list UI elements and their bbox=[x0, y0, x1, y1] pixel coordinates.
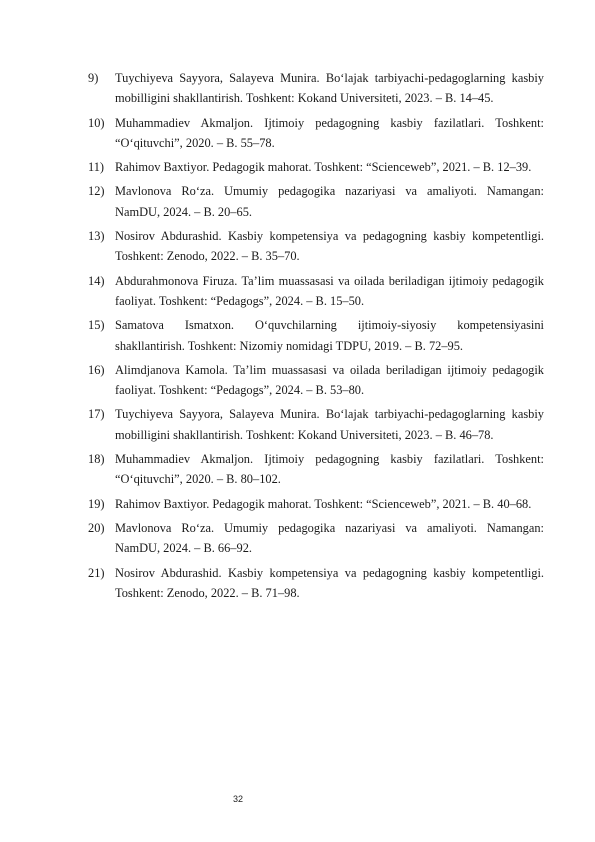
reference-text: Muhammadiev Akmaljon. Ijtimoiy pedagogning kasbiy fazilatlari. Toshkent: “O‘qituvchi”, 2020. – B. 55–78. bbox=[115, 115, 544, 150]
reference-item bbox=[88, 181, 544, 222]
reference-item bbox=[88, 68, 544, 109]
reference-number: 20) bbox=[88, 520, 105, 535]
reference-number: 11) bbox=[88, 160, 105, 175]
reference-text: Rahimov Baxtiyor. Pedagogik mahorat. Toshkent: “Scienceweb”, 2021. – B. 40–68. bbox=[115, 496, 532, 511]
reference-number: 21) bbox=[88, 565, 105, 580]
reference-number: 9) bbox=[88, 71, 99, 85]
reference-number: 16) bbox=[88, 362, 105, 377]
reference-item bbox=[88, 315, 544, 356]
reference-text: Samatova Ismatxon. O‘quvchilarning ijtimoiy-siyosiy kompetensiyasini shakllantirish. Toshkent: Nizomiy nomidagi TDPU, 2019. – B. 72–95. bbox=[115, 318, 544, 353]
reference-item bbox=[88, 113, 544, 154]
reference-item bbox=[88, 404, 544, 445]
reference-item bbox=[88, 226, 544, 267]
reference-number: 19) bbox=[88, 496, 105, 511]
reference-item bbox=[88, 157, 544, 177]
reference-list bbox=[88, 68, 544, 607]
reference-number: 15) bbox=[88, 318, 105, 333]
reference-number: 13) bbox=[88, 229, 105, 244]
reference-text: Tuychiyeva Sayyora, Salayeva Munira. Bo‘lajak tarbiyachi-pedagoglarning kasbiy mobilligini shakllantirish. Toshkent: Kokand Universiteti, 2023. – B. 14–45. bbox=[115, 71, 544, 106]
reference-text: Muhammadiev Akmaljon. Ijtimoiy pedagogning kasbiy fazilatlari. Toshkent: “O‘qituvchi”, 2020. – B. 80–102. bbox=[115, 452, 544, 487]
reference-number: 17) bbox=[88, 407, 105, 422]
reference-number: 14) bbox=[88, 273, 105, 288]
reference-text: Alimdjanova Kamola. Ta’lim muassasasi va oilada beriladigan ijtimoiy pedagogik faoliyat. Toshkent: “Pedagogs”, 2024. – B. 53–80. bbox=[115, 362, 544, 398]
reference-item bbox=[88, 494, 544, 514]
reference-text: Mavlonova Ro‘za. Umumiy pedagogika nazariyasi va amaliyoti. Namangan: NamDU, 2024. – B. 20–65. bbox=[115, 184, 544, 219]
reference-item bbox=[88, 360, 544, 401]
reference-text: Abdurahmonova Firuza. Ta’lim muassasasi va oilada beriladigan ijtimoiy pedagogik faoliyat. Toshkent: “Pedagogs”, 2024. – B. 15–50. bbox=[115, 273, 544, 308]
reference-item bbox=[88, 518, 544, 559]
page-number: 32 bbox=[232, 794, 243, 804]
reference-item bbox=[88, 563, 544, 604]
reference-number: 18) bbox=[88, 452, 105, 467]
reference-text: Tuychiyeva Sayyora, Salayeva Munira. Bo‘lajak tarbiyachi-pedagoglarning kasbiy mobilligini shakllantirish. Toshkent: Kokand Universiteti, 2023. – B. 46–78. bbox=[115, 407, 544, 442]
reference-text: Mavlonova Ro‘za. Umumiy pedagogika nazariyasi va amaliyoti. Namangan: NamDU, 2024. – B. 66–92. bbox=[115, 520, 544, 556]
reference-item bbox=[88, 271, 544, 312]
reference-text: Nosirov Abdurashid. Kasbiy kompetensiya va pedagogning kasbiy kompetentligi. Toshkent: Zenodo, 2022. – B. 35–70. bbox=[115, 229, 544, 264]
reference-item bbox=[88, 449, 544, 490]
reference-number: 10) bbox=[88, 115, 105, 130]
reference-number: 12) bbox=[88, 184, 105, 199]
reference-text: Rahimov Baxtiyor. Pedagogik mahorat. Toshkent: “Scienceweb”, 2021. – B. 12–39. bbox=[115, 160, 532, 175]
reference-text: Nosirov Abdurashid. Kasbiy kompetensiya va pedagogning kasbiy kompetentligi. Toshkent: Zenodo, 2022. – B. 71–98. bbox=[115, 565, 544, 600]
